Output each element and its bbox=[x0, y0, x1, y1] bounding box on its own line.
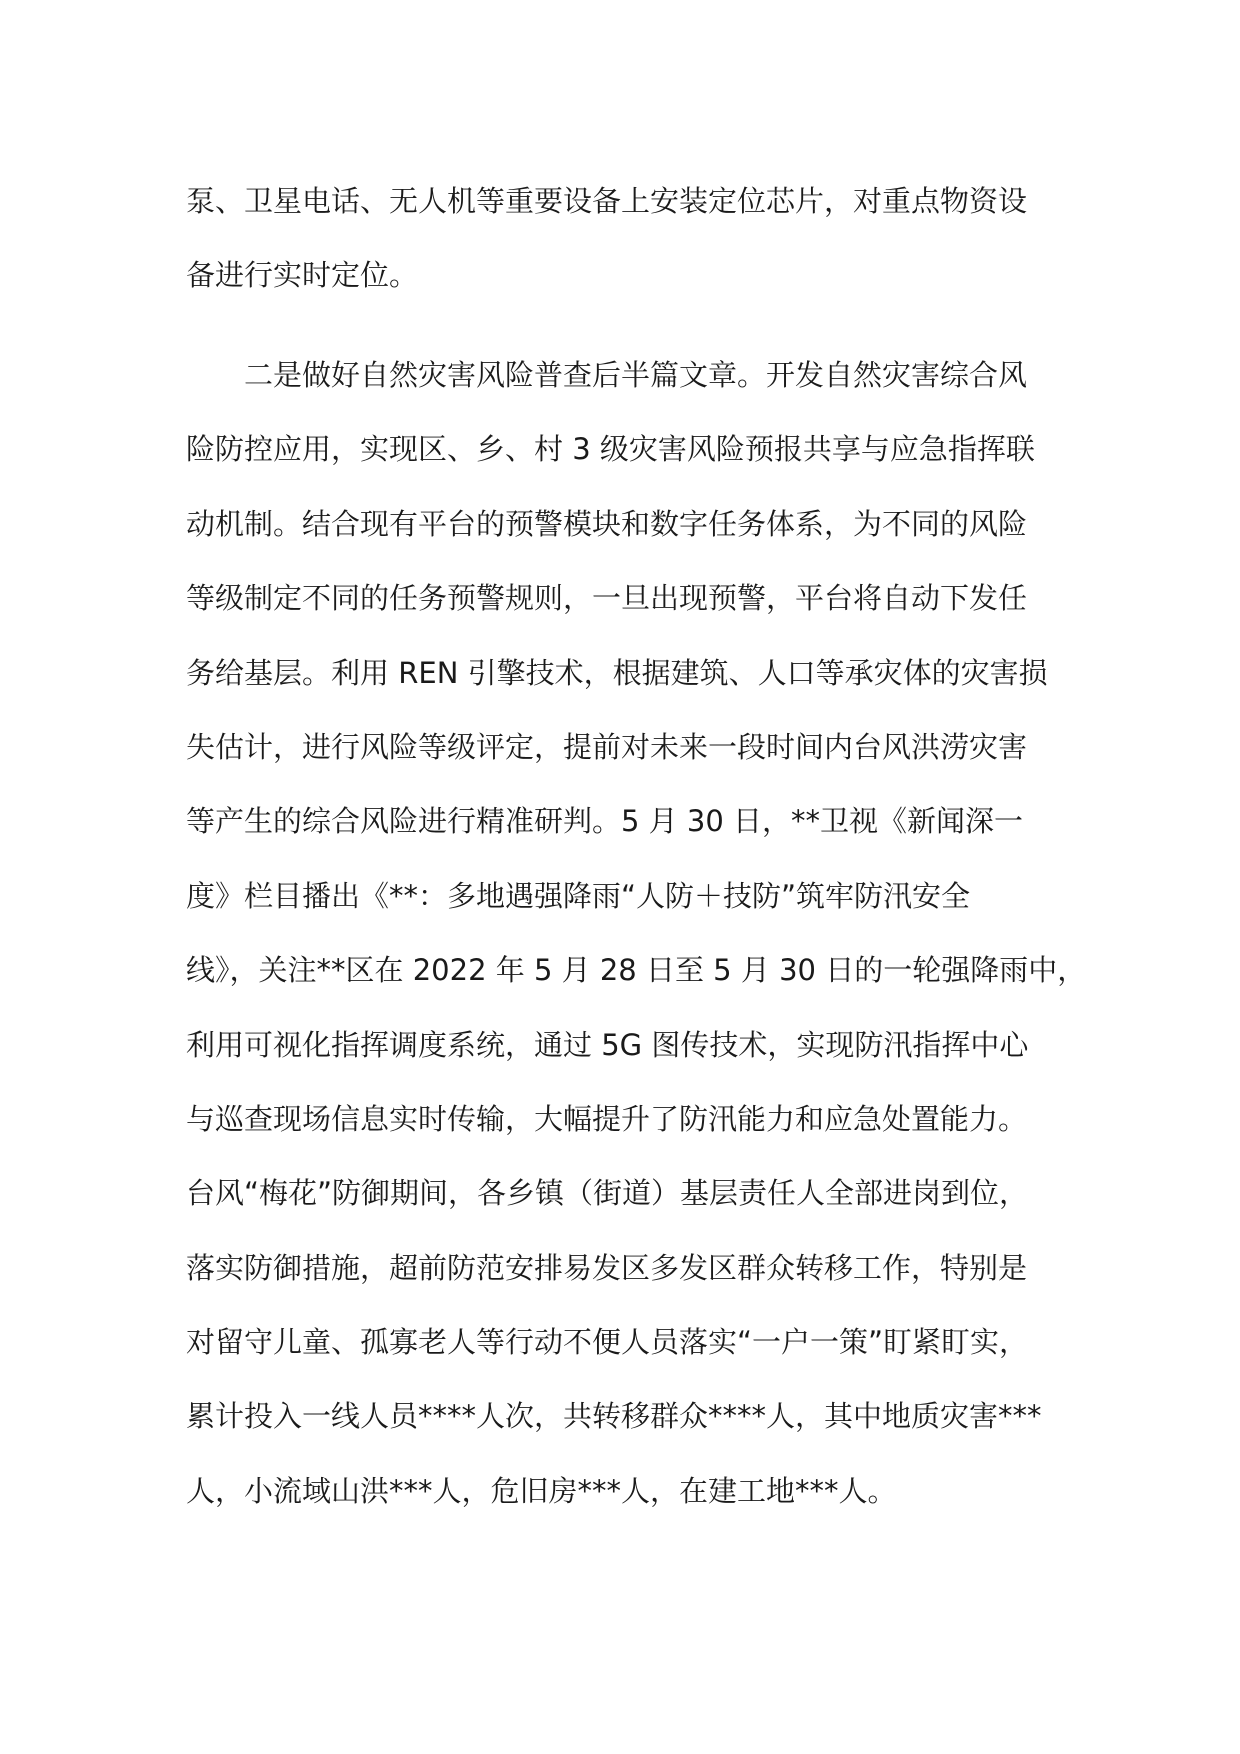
text-line: 与巡查现场信息实时传输，大幅提升了防汛能力和应急处置能力。 bbox=[186, 1101, 1028, 1136]
text-line: 台风“梅花”防御期间，各乡镇（街道）基层责任人全部进岗到位， bbox=[186, 1176, 1029, 1211]
text-line: 度》栏目播出《**：多地遇强降雨“人防＋技防”筑牢防汛安全 bbox=[186, 878, 971, 913]
text-line: 动机制。结合现有平台的预警模块和数字任务体系，为不同的风险 bbox=[186, 506, 1028, 541]
text-line: 人，小流域山洪***人，危旧房***人，在建工地***人。 bbox=[186, 1473, 897, 1508]
text-line: 失估计，进行风险等级评定，提前对未来一段时间内台风洪涝灾害 bbox=[186, 729, 1028, 764]
text-line: 落实防御措施，超前防范安排易发区多发区群众转移工作，特别是 bbox=[186, 1250, 1028, 1285]
text-line: 线》，关注**区在 2022 年 5 月 28 日至 5 月 30 日的一轮强降雨中， bbox=[186, 953, 1087, 988]
text-line: 对留守儿童、孤寡老人等行动不便人员落实“一户一策”盯紧盯实， bbox=[186, 1325, 1029, 1360]
text-line: 务给基层。利用 REN 引擎技术，根据建筑、人口等承灾体的灾害损 bbox=[186, 655, 1048, 690]
text-line: 累计投入一线人员****人次，共转移群众****人，其中地质灾害*** bbox=[186, 1399, 1042, 1434]
text-line: 备进行实时定位。 bbox=[186, 258, 419, 293]
text-line: 等产生的综合风险进行精准研判。5 月 30 日，**卫视《新闻深一 bbox=[186, 804, 1024, 839]
text-line: 险防控应用，实现区、乡、村 3 级灾害风险预报共享与应急指挥联 bbox=[186, 432, 1035, 467]
paragraph-risk-survey bbox=[186, 338, 1086, 1528]
text-line: 利用可视化指挥调度系统，通过 5G 图传技术，实现防汛指挥中心 bbox=[186, 1027, 1029, 1062]
text-line-first: 二是做好自然灾害风险普查后半篇文章。开发自然灾害综合风 bbox=[244, 358, 1028, 392]
paragraph-continued bbox=[186, 164, 1086, 313]
text-line: 等级制定不同的任务预警规则，一旦出现预警，平台将自动下发任 bbox=[186, 581, 1028, 616]
text-line: 泵、卫星电话、无人机等重要设备上安装定位芯片，对重点物资设 bbox=[186, 184, 1028, 218]
